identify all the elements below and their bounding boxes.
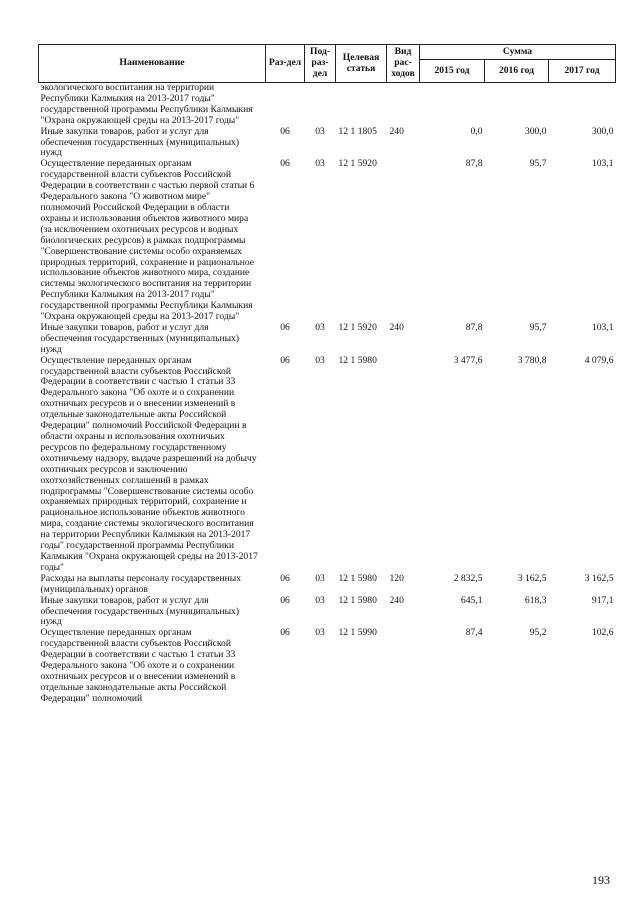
row-podrazdel: 03 xyxy=(315,158,325,170)
row-celevaya: 12 1 5980 xyxy=(338,594,377,606)
row-podrazdel: 03 xyxy=(315,627,325,639)
row-vid: 120 xyxy=(389,572,404,584)
row-vid xyxy=(387,628,420,704)
row-podrazdel: 03 xyxy=(315,594,325,606)
header-year-2016: 2016 год xyxy=(485,60,549,83)
row-amount-2017: 917,1 xyxy=(591,594,614,606)
row-amount-2016: 95,7 xyxy=(529,321,547,333)
row-celevaya: 12 1 5920 xyxy=(338,158,377,170)
row-celevaya: 12 1 5990 xyxy=(338,627,377,639)
row-amount-2015: 0,0 xyxy=(470,125,483,137)
row-name: Расходы на выплаты персоналу государственных (муниципальных) органов xyxy=(40,572,242,595)
row-name: Иные закупки товаров, работ и услуг для обеспечения государственных (муниципальных) нужд xyxy=(40,321,240,355)
row-amount-2017: 102,6 xyxy=(591,627,614,639)
row-amount-2017: 4 079,6 xyxy=(584,354,614,366)
row-amount-2015 xyxy=(420,83,485,127)
row-celevaya: 12 1 5980 xyxy=(338,354,377,366)
row-amount-2016: 300,0 xyxy=(524,125,547,137)
row-name: Иные закупки товаров, работ и услуг для обеспечения государственных (муниципальных) нужд xyxy=(40,594,240,628)
header-podrazdel: Под-раз-дел xyxy=(305,45,336,83)
row-amount-2017 xyxy=(549,83,616,127)
row-vid: 240 xyxy=(389,125,404,137)
row-celevaya: 12 1 5920 xyxy=(338,321,377,333)
header-razdel: Раз-дел xyxy=(266,45,305,83)
row-amount-2017: 103,1 xyxy=(591,321,614,333)
header-year-2017: 2017 год xyxy=(549,60,616,83)
header-summa: Сумма xyxy=(420,45,616,60)
header-vid: Вид рас-ходов xyxy=(387,45,420,83)
row-celevaya xyxy=(336,83,387,127)
row-amount-2015: 87,8 xyxy=(465,321,483,333)
row-vid xyxy=(387,356,420,574)
row-razdel: 06 xyxy=(280,594,290,606)
row-amount-2017: 3 162,5 xyxy=(584,572,614,584)
row-amount-2015: 87,4 xyxy=(465,627,483,639)
table-body xyxy=(39,83,616,705)
row-razdel: 06 xyxy=(280,321,290,333)
row-podrazdel xyxy=(305,83,336,127)
row-vid xyxy=(387,159,420,323)
row-razdel: 06 xyxy=(280,158,290,170)
header-name: Наименование xyxy=(39,45,266,83)
table-row xyxy=(39,323,616,356)
row-razdel: 06 xyxy=(280,354,290,366)
row-amount-2016: 3 780,8 xyxy=(517,354,547,366)
row-name: Иные закупки товаров, работ и услуг для обеспечения государственных (муниципальных) нужд xyxy=(40,125,240,159)
row-razdel: 06 xyxy=(280,627,290,639)
table-row xyxy=(39,628,616,704)
table-row xyxy=(39,83,616,127)
row-vid: 240 xyxy=(389,594,404,606)
row-celevaya: 12 1 1805 xyxy=(338,125,377,137)
table-header xyxy=(39,45,616,83)
row-vid: 240 xyxy=(389,321,404,333)
row-name: Осуществление переданных органам государственной власти субъектов Российской Федерации в соответствии с частью 1 статьи 33 Федерального закона "Об охоте и о сохранении охотничьих ресурсов и о внесении изменений в отдельные законодательные акты Российской Федерации" полномочий xyxy=(40,627,236,704)
table-row xyxy=(39,159,616,323)
row-amount-2015: 2 832,5 xyxy=(453,572,483,584)
row-razdel xyxy=(266,83,305,127)
row-name: экологического воспитания на территории Республики Калмыкия на 2013-2017 годы" государственной программы Республики Калмыкия "Охрана окружающей среды на 2013-2017 годы" xyxy=(40,82,253,126)
page-number: 193 xyxy=(592,873,610,887)
row-podrazdel: 03 xyxy=(315,125,325,137)
row-amount-2017: 103,1 xyxy=(591,158,614,170)
table-row xyxy=(39,127,616,160)
row-amount-2015: 87,8 xyxy=(465,158,483,170)
row-amount-2017: 300,0 xyxy=(591,125,614,137)
row-name: Осуществление переданных органам государственной власти субъектов Российской Федерации в соответствии с частью первой статьи 6 Федерального закона "О животном мире" полномочий Российской Федерации в области охраны и использования объектов животного мира (за исключением охотничьих ресурсов и водных биологических ресурсов) в рамках подпрограммы "Совершенствование системы особо охраняемых природных территорий, сохранение и рациональное использование объектов животного мира, создание системы экологического воспитания на территории Республики Калмыкия на 2013-2017 годы" государственной программы Республики Калмыкия "Охрана окружающей среды на 2013-2017 годы" xyxy=(40,158,255,323)
row-amount-2016: 3 162,5 xyxy=(517,572,547,584)
row-podrazdel: 03 xyxy=(315,321,325,333)
row-amount-2016: 95,7 xyxy=(529,158,547,170)
budget-table xyxy=(38,44,616,705)
row-vid xyxy=(387,83,420,127)
table-row xyxy=(39,596,616,629)
row-podrazdel: 03 xyxy=(315,354,325,366)
row-amount-2016: 95,2 xyxy=(529,627,547,639)
row-razdel: 06 xyxy=(280,125,290,137)
table-row xyxy=(39,574,616,596)
row-celevaya: 12 1 5980 xyxy=(338,572,377,584)
row-podrazdel: 03 xyxy=(315,572,325,584)
row-name: Осуществление переданных органам государственной власти субъектов Российской Федерации в соответствии с частью 1 статьи 33 Федерального закона "Об охоте и о сохранении охотничьих ресурсов и о внесении изменений в отдельные законодательные акты Российской Федерации" полномочий Российской Федерации в области охраны и использования охотничьих ресурсов по федеральному государственному охотничьему надзору, выдаче разрешений на добычу охотничьих ресурсов и заключению охотхозяйственных соглашений в рамках подпрограммы "Совершенствование системы особо охраняемых природных территорий, сохранение и рациональное использование объектов животного мира, создание системы экологического воспитания на территории Республики Калмыкия на 2013-2017 годы" государственной программы Республики Калмыкия "Охрана окружающей среды на 2013-2017 годы" xyxy=(40,354,258,573)
row-amount-2016 xyxy=(485,83,549,127)
table-row xyxy=(39,356,616,574)
header-celevaya: Целевая статья xyxy=(336,45,387,83)
row-razdel: 06 xyxy=(280,572,290,584)
row-amount-2015: 3 477,6 xyxy=(453,354,483,366)
row-amount-2015: 645,1 xyxy=(460,594,483,606)
row-amount-2016: 618,3 xyxy=(524,594,547,606)
header-year-2015: 2015 год xyxy=(420,60,485,83)
